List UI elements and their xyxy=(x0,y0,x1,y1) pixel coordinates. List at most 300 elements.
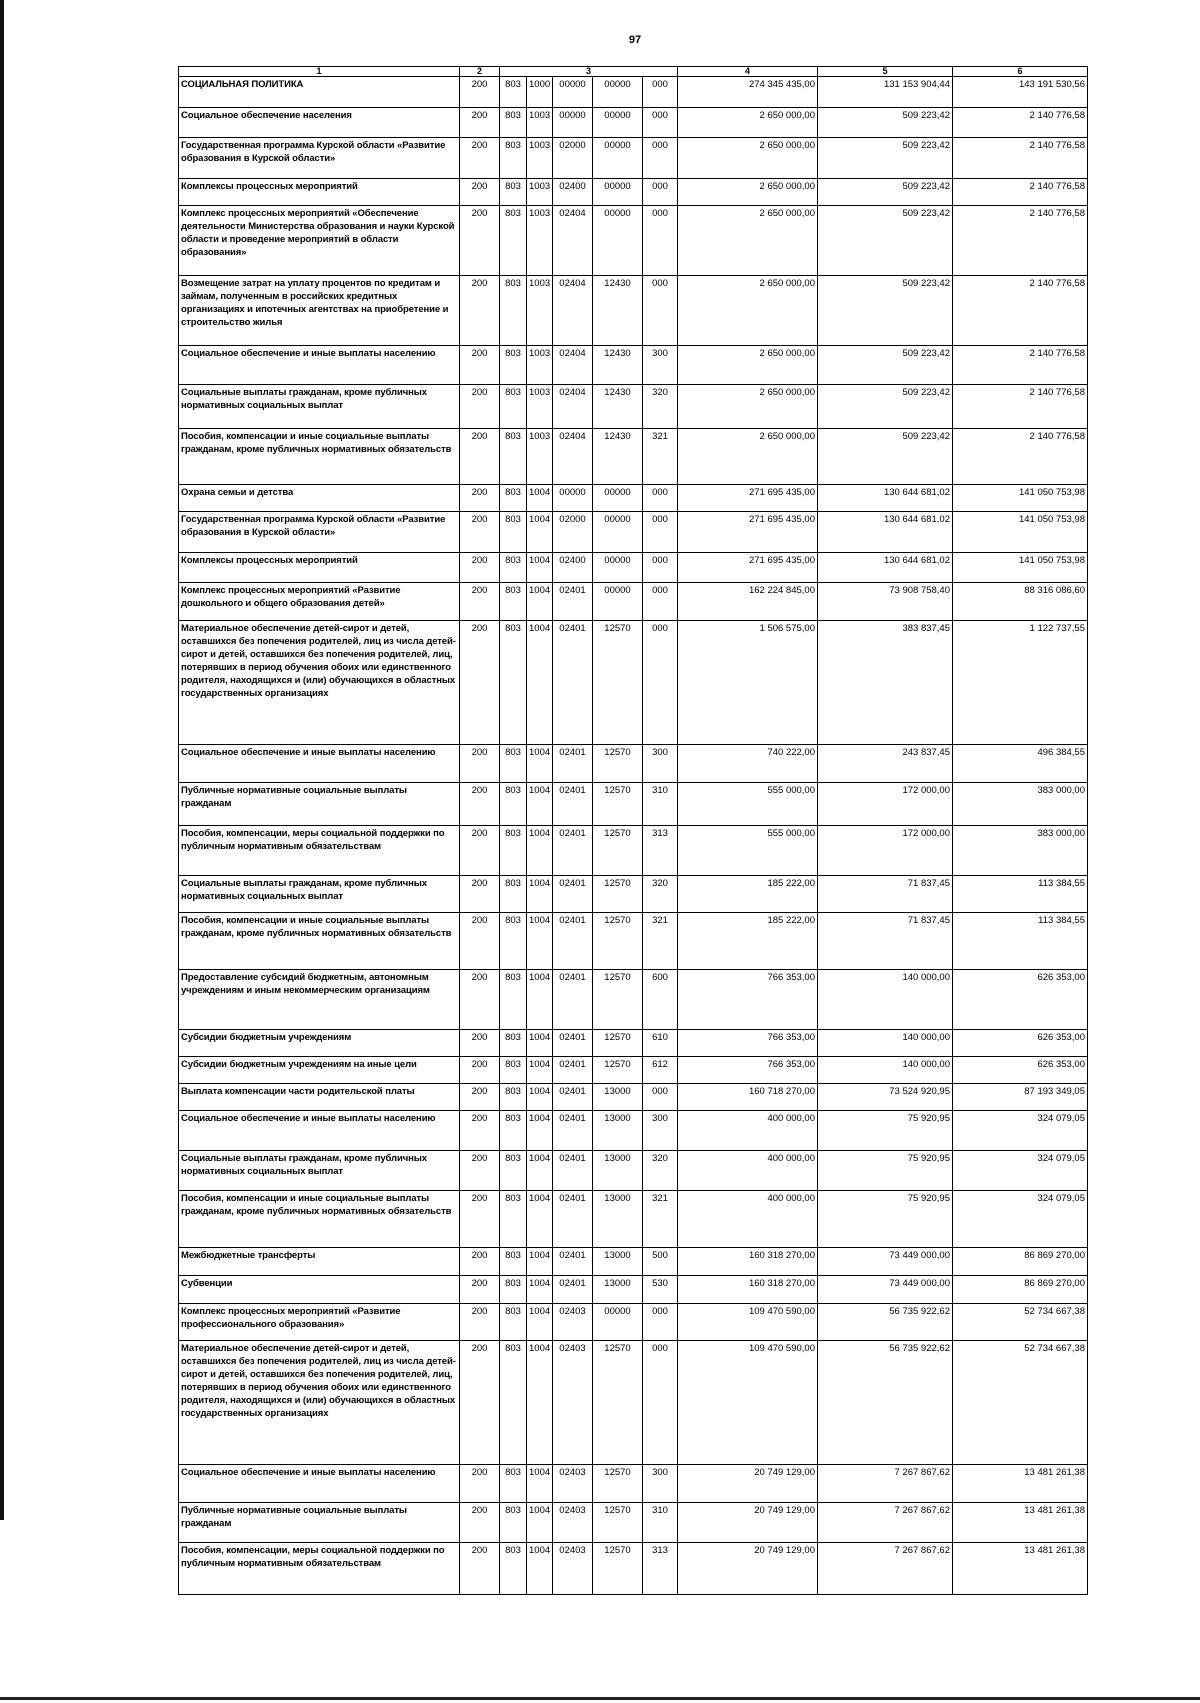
direction-code: 12570 xyxy=(593,783,643,826)
direction-code: 13000 xyxy=(593,1151,643,1191)
direction-code: 13000 xyxy=(593,1248,643,1276)
admin-code: 200 xyxy=(460,1341,500,1465)
table-row xyxy=(179,1084,1088,1111)
row-name: Публичные нормативные социальные выплаты гражданам xyxy=(179,1503,460,1543)
amount-col-5: 73 449 000,00 xyxy=(818,1276,953,1304)
row-name: Субсидии бюджетным учреждениям на иные цели xyxy=(179,1057,460,1084)
table-row xyxy=(179,621,1088,745)
direction-code: 12570 xyxy=(593,1341,643,1465)
table-body xyxy=(179,77,1088,1595)
expense-type-code: 310 xyxy=(643,783,678,826)
amount-col-5: 71 837,45 xyxy=(818,876,953,913)
direction-code: 12570 xyxy=(593,1543,643,1595)
table-row xyxy=(179,179,1088,206)
direction-code: 12570 xyxy=(593,876,643,913)
section-code: 803 xyxy=(500,1030,527,1057)
program-code: 02403 xyxy=(553,1341,593,1465)
subsection-code: 1004 xyxy=(527,1111,553,1151)
amount-col-6: 86 869 270,00 xyxy=(953,1248,1088,1276)
direction-code: 12570 xyxy=(593,1057,643,1084)
direction-code: 12570 xyxy=(593,826,643,876)
expense-type-code: 313 xyxy=(643,1543,678,1595)
amount-col-4: 2 650 000,00 xyxy=(678,206,818,276)
table-row xyxy=(179,1465,1088,1503)
direction-code: 12570 xyxy=(593,1030,643,1057)
amount-col-4: 2 650 000,00 xyxy=(678,429,818,485)
program-code: 02401 xyxy=(553,913,593,970)
amount-col-4: 274 345 435,00 xyxy=(678,77,818,108)
expense-type-code: 530 xyxy=(643,1276,678,1304)
amount-col-4: 20 749 129,00 xyxy=(678,1543,818,1595)
amount-col-5: 140 000,00 xyxy=(818,1030,953,1057)
section-code: 803 xyxy=(500,138,527,179)
amount-col-6: 324 079,05 xyxy=(953,1111,1088,1151)
expense-type-code: 000 xyxy=(643,1341,678,1465)
direction-code: 12430 xyxy=(593,276,643,346)
amount-col-5: 75 920,95 xyxy=(818,1111,953,1151)
admin-code: 200 xyxy=(460,783,500,826)
subsection-code: 1003 xyxy=(527,385,553,429)
subsection-code: 1004 xyxy=(527,583,553,621)
amount-col-6: 141 050 753,98 xyxy=(953,512,1088,553)
amount-col-5: 140 000,00 xyxy=(818,970,953,1030)
amount-col-6: 324 079,05 xyxy=(953,1191,1088,1248)
amount-col-5: 7 267 867,62 xyxy=(818,1465,953,1503)
subsection-code: 1004 xyxy=(527,970,553,1030)
program-code: 02400 xyxy=(553,553,593,583)
table-row xyxy=(179,485,1088,512)
subsection-code: 1004 xyxy=(527,1503,553,1543)
admin-code: 200 xyxy=(460,876,500,913)
admin-code: 200 xyxy=(460,1057,500,1084)
admin-code: 200 xyxy=(460,553,500,583)
direction-code: 00000 xyxy=(593,108,643,138)
section-code: 803 xyxy=(500,970,527,1030)
section-code: 803 xyxy=(500,1084,527,1111)
amount-col-6: 2 140 776,58 xyxy=(953,108,1088,138)
header-row xyxy=(179,67,1088,77)
amount-col-6: 2 140 776,58 xyxy=(953,276,1088,346)
row-name: Материальное обеспечение детей-сирот и детей, оставшихся без попечения родителей, лиц из числа детей-сирот и детей, оставшихся без попечения родителей, лиц, потерявших в период обучения обоих или единственного родителя, находящихся и (или) обучающихся в областных государственных организациях xyxy=(179,1341,460,1465)
amount-col-4: 766 353,00 xyxy=(678,1030,818,1057)
subsection-code: 1004 xyxy=(527,913,553,970)
program-code: 02401 xyxy=(553,621,593,745)
section-code: 803 xyxy=(500,1304,527,1341)
subsection-code: 1003 xyxy=(527,108,553,138)
program-code: 02401 xyxy=(553,1084,593,1111)
program-code: 00000 xyxy=(553,485,593,512)
amount-col-4: 2 650 000,00 xyxy=(678,385,818,429)
direction-code: 00000 xyxy=(593,179,643,206)
header-col-2: 2 xyxy=(460,67,500,77)
table-row xyxy=(179,970,1088,1030)
amount-col-4: 766 353,00 xyxy=(678,1057,818,1084)
program-code: 02401 xyxy=(553,876,593,913)
table-row xyxy=(179,1151,1088,1191)
amount-col-4: 109 470 590,00 xyxy=(678,1341,818,1465)
amount-col-4: 185 222,00 xyxy=(678,876,818,913)
amount-col-4: 271 695 435,00 xyxy=(678,485,818,512)
admin-code: 200 xyxy=(460,385,500,429)
amount-col-4: 160 318 270,00 xyxy=(678,1248,818,1276)
admin-code: 200 xyxy=(460,583,500,621)
amount-col-6: 86 869 270,00 xyxy=(953,1276,1088,1304)
amount-col-6: 626 353,00 xyxy=(953,970,1088,1030)
admin-code: 200 xyxy=(460,1543,500,1595)
amount-col-4: 109 470 590,00 xyxy=(678,1304,818,1341)
amount-col-4: 2 650 000,00 xyxy=(678,276,818,346)
direction-code: 00000 xyxy=(593,485,643,512)
admin-code: 200 xyxy=(460,512,500,553)
expense-type-code: 000 xyxy=(643,138,678,179)
table-row xyxy=(179,583,1088,621)
section-code: 803 xyxy=(500,206,527,276)
amount-col-5: 56 735 922,62 xyxy=(818,1341,953,1465)
amount-col-5: 130 644 681,02 xyxy=(818,553,953,583)
section-code: 803 xyxy=(500,876,527,913)
subsection-code: 1004 xyxy=(527,1304,553,1341)
row-name: Материальное обеспечение детей-сирот и детей, оставшихся без попечения родителей, лиц из числа детей-сирот и детей, оставшихся без попечения родителей, лиц, потерявших в период обучения обоих или единственного родителя, находящихся и (или) обучающихся в областных государственных организациях xyxy=(179,621,460,745)
admin-code: 200 xyxy=(460,108,500,138)
program-code: 02401 xyxy=(553,826,593,876)
amount-col-5: 73 908 758,40 xyxy=(818,583,953,621)
section-code: 803 xyxy=(500,346,527,385)
table-row xyxy=(179,1057,1088,1084)
direction-code: 12430 xyxy=(593,429,643,485)
table-row xyxy=(179,1543,1088,1595)
header-col-3: 3 xyxy=(500,67,678,77)
program-code: 02000 xyxy=(553,138,593,179)
amount-col-6: 383 000,00 xyxy=(953,783,1088,826)
table-row xyxy=(179,745,1088,783)
subsection-code: 1004 xyxy=(527,1084,553,1111)
direction-code: 12570 xyxy=(593,621,643,745)
amount-col-5: 56 735 922,62 xyxy=(818,1304,953,1341)
section-code: 803 xyxy=(500,583,527,621)
direction-code: 12570 xyxy=(593,745,643,783)
expense-type-code: 600 xyxy=(643,970,678,1030)
direction-code: 00000 xyxy=(593,553,643,583)
table-row xyxy=(179,77,1088,108)
row-name: Межбюджетные трансферты xyxy=(179,1248,460,1276)
expense-type-code: 320 xyxy=(643,876,678,913)
admin-code: 200 xyxy=(460,179,500,206)
amount-col-6: 13 481 261,38 xyxy=(953,1543,1088,1595)
amount-col-4: 20 749 129,00 xyxy=(678,1465,818,1503)
program-code: 02404 xyxy=(553,385,593,429)
row-name: Государственная программа Курской области «Развитие образования в Курской области» xyxy=(179,512,460,553)
scan-edge-left xyxy=(0,0,4,1520)
admin-code: 200 xyxy=(460,346,500,385)
amount-col-6: 2 140 776,58 xyxy=(953,385,1088,429)
section-code: 803 xyxy=(500,826,527,876)
amount-col-6: 143 191 530,56 xyxy=(953,77,1088,108)
direction-code: 00000 xyxy=(593,1304,643,1341)
subsection-code: 1003 xyxy=(527,346,553,385)
direction-code: 12570 xyxy=(593,1465,643,1503)
table-row xyxy=(179,876,1088,913)
row-name: Социальные выплаты гражданам, кроме публичных нормативных социальных выплат xyxy=(179,1151,460,1191)
section-code: 803 xyxy=(500,1503,527,1543)
amount-col-6: 52 734 667,38 xyxy=(953,1341,1088,1465)
amount-col-6: 141 050 753,98 xyxy=(953,485,1088,512)
amount-col-4: 400 000,00 xyxy=(678,1111,818,1151)
admin-code: 200 xyxy=(460,1248,500,1276)
section-code: 803 xyxy=(500,1057,527,1084)
table-row xyxy=(179,1304,1088,1341)
amount-col-5: 383 837,45 xyxy=(818,621,953,745)
admin-code: 200 xyxy=(460,621,500,745)
section-code: 803 xyxy=(500,1465,527,1503)
expense-type-code: 000 xyxy=(643,206,678,276)
expense-type-code: 300 xyxy=(643,346,678,385)
row-name: Охрана семьи и детства xyxy=(179,485,460,512)
table-row xyxy=(179,1191,1088,1248)
row-name: Социальное обеспечение и иные выплаты населению xyxy=(179,1465,460,1503)
amount-col-4: 400 000,00 xyxy=(678,1191,818,1248)
admin-code: 200 xyxy=(460,1191,500,1248)
expense-type-code: 000 xyxy=(643,77,678,108)
amount-col-4: 400 000,00 xyxy=(678,1151,818,1191)
table-row xyxy=(179,1111,1088,1151)
program-code: 02404 xyxy=(553,346,593,385)
amount-col-4: 162 224 845,00 xyxy=(678,583,818,621)
amount-col-5: 140 000,00 xyxy=(818,1057,953,1084)
row-name: Пособия, компенсации и иные социальные выплаты гражданам, кроме публичных нормативных обязательств xyxy=(179,913,460,970)
subsection-code: 1004 xyxy=(527,1248,553,1276)
expense-type-code: 300 xyxy=(643,1465,678,1503)
section-code: 803 xyxy=(500,913,527,970)
amount-col-4: 1 506 575,00 xyxy=(678,621,818,745)
amount-col-5: 509 223,42 xyxy=(818,346,953,385)
section-code: 803 xyxy=(500,745,527,783)
amount-col-4: 2 650 000,00 xyxy=(678,108,818,138)
row-name: Комплекс процессных мероприятий «Обеспечение деятельности Министерства образования и науки Курской области и проведение мероприятий в области образования» xyxy=(179,206,460,276)
expense-type-code: 300 xyxy=(643,745,678,783)
amount-col-5: 75 920,95 xyxy=(818,1151,953,1191)
program-code: 02401 xyxy=(553,745,593,783)
subsection-code: 1004 xyxy=(527,1465,553,1503)
row-name: Комплекс процессных мероприятий «Развитие дошкольного и общего образования детей» xyxy=(179,583,460,621)
section-code: 803 xyxy=(500,1543,527,1595)
amount-col-5: 509 223,42 xyxy=(818,206,953,276)
header-col-4: 4 xyxy=(678,67,818,77)
row-name: Социальное обеспечение населения xyxy=(179,108,460,138)
admin-code: 200 xyxy=(460,1304,500,1341)
admin-code: 200 xyxy=(460,276,500,346)
subsection-code: 1004 xyxy=(527,1276,553,1304)
row-name: Социальные выплаты гражданам, кроме публичных нормативных социальных выплат xyxy=(179,876,460,913)
subsection-code: 1004 xyxy=(527,745,553,783)
program-code: 02401 xyxy=(553,783,593,826)
direction-code: 00000 xyxy=(593,206,643,276)
table-row xyxy=(179,429,1088,485)
amount-col-4: 185 222,00 xyxy=(678,913,818,970)
amount-col-6: 2 140 776,58 xyxy=(953,206,1088,276)
admin-code: 200 xyxy=(460,138,500,179)
table-row xyxy=(179,512,1088,553)
program-code: 02401 xyxy=(553,1111,593,1151)
section-code: 803 xyxy=(500,1111,527,1151)
table-row xyxy=(179,385,1088,429)
header-col-6: 6 xyxy=(953,67,1088,77)
row-name: Пособия, компенсации и иные социальные выплаты гражданам, кроме публичных нормативных обязательств xyxy=(179,1191,460,1248)
expense-type-code: 320 xyxy=(643,385,678,429)
program-code: 02401 xyxy=(553,1030,593,1057)
admin-code: 200 xyxy=(460,206,500,276)
program-code: 02404 xyxy=(553,276,593,346)
program-code: 02400 xyxy=(553,179,593,206)
program-code: 02403 xyxy=(553,1543,593,1595)
subsection-code: 1003 xyxy=(527,206,553,276)
table-row xyxy=(179,1276,1088,1304)
section-code: 803 xyxy=(500,485,527,512)
amount-col-5: 130 644 681,02 xyxy=(818,485,953,512)
table-row xyxy=(179,553,1088,583)
section-code: 803 xyxy=(500,108,527,138)
expense-type-code: 321 xyxy=(643,913,678,970)
table-row xyxy=(179,206,1088,276)
amount-col-4: 766 353,00 xyxy=(678,970,818,1030)
program-code: 02401 xyxy=(553,1057,593,1084)
table-row xyxy=(179,1248,1088,1276)
program-code: 02403 xyxy=(553,1503,593,1543)
amount-col-5: 509 223,42 xyxy=(818,385,953,429)
table-row xyxy=(179,1503,1088,1543)
amount-col-5: 130 644 681,02 xyxy=(818,512,953,553)
admin-code: 200 xyxy=(460,1276,500,1304)
table-row xyxy=(179,276,1088,346)
expense-type-code: 300 xyxy=(643,1111,678,1151)
amount-col-6: 2 140 776,58 xyxy=(953,138,1088,179)
admin-code: 200 xyxy=(460,745,500,783)
table-row xyxy=(179,826,1088,876)
table-row xyxy=(179,346,1088,385)
direction-code: 12570 xyxy=(593,913,643,970)
subsection-code: 1004 xyxy=(527,1151,553,1191)
amount-col-4: 555 000,00 xyxy=(678,783,818,826)
direction-code: 12430 xyxy=(593,346,643,385)
expense-type-code: 321 xyxy=(643,1191,678,1248)
program-code: 02401 xyxy=(553,1191,593,1248)
subsection-code: 1004 xyxy=(527,1057,553,1084)
expense-type-code: 000 xyxy=(643,621,678,745)
amount-col-5: 172 000,00 xyxy=(818,783,953,826)
expense-type-code: 000 xyxy=(643,1084,678,1111)
admin-code: 200 xyxy=(460,77,500,108)
admin-code: 200 xyxy=(460,970,500,1030)
amount-col-6: 113 384,55 xyxy=(953,913,1088,970)
expense-type-code: 313 xyxy=(643,826,678,876)
row-name: Социальное обеспечение и иные выплаты населению xyxy=(179,745,460,783)
expense-type-code: 000 xyxy=(643,485,678,512)
subsection-code: 1003 xyxy=(527,276,553,346)
amount-col-5: 131 153 904,44 xyxy=(818,77,953,108)
section-code: 803 xyxy=(500,429,527,485)
amount-col-4: 271 695 435,00 xyxy=(678,553,818,583)
amount-col-6: 87 193 349,05 xyxy=(953,1084,1088,1111)
header-col-5: 5 xyxy=(818,67,953,77)
amount-col-6: 1 122 737,55 xyxy=(953,621,1088,745)
table-row xyxy=(179,783,1088,826)
section-code: 803 xyxy=(500,1151,527,1191)
section-code: 803 xyxy=(500,553,527,583)
amount-col-5: 509 223,42 xyxy=(818,429,953,485)
section-code: 803 xyxy=(500,179,527,206)
amount-col-5: 509 223,42 xyxy=(818,179,953,206)
subsection-code: 1000 xyxy=(527,77,553,108)
amount-col-6: 496 384,55 xyxy=(953,745,1088,783)
table-row xyxy=(179,1341,1088,1465)
subsection-code: 1004 xyxy=(527,553,553,583)
amount-col-4: 740 222,00 xyxy=(678,745,818,783)
expense-type-code: 500 xyxy=(643,1248,678,1276)
amount-col-6: 88 316 086,60 xyxy=(953,583,1088,621)
admin-code: 200 xyxy=(460,1111,500,1151)
amount-col-6: 2 140 776,58 xyxy=(953,179,1088,206)
subsection-code: 1004 xyxy=(527,1030,553,1057)
subsection-code: 1003 xyxy=(527,429,553,485)
subsection-code: 1003 xyxy=(527,179,553,206)
row-name: Предоставление субсидий бюджетным, автономным учреждениям и иным некоммерческим организациям xyxy=(179,970,460,1030)
row-name: Социальное обеспечение и иные выплаты населению xyxy=(179,346,460,385)
amount-col-4: 160 718 270,00 xyxy=(678,1084,818,1111)
expense-type-code: 000 xyxy=(643,1304,678,1341)
row-name: Пособия, компенсации и иные социальные выплаты гражданам, кроме публичных нормативных обязательств xyxy=(179,429,460,485)
direction-code: 00000 xyxy=(593,138,643,179)
expense-type-code: 000 xyxy=(643,512,678,553)
page-number: 97 xyxy=(628,34,642,46)
row-name: Пособия, компенсации, меры социальной поддержки по публичным нормативным обязательствам xyxy=(179,1543,460,1595)
amount-col-4: 2 650 000,00 xyxy=(678,179,818,206)
expense-type-code: 610 xyxy=(643,1030,678,1057)
amount-col-4: 271 695 435,00 xyxy=(678,512,818,553)
section-code: 803 xyxy=(500,1341,527,1465)
program-code: 02000 xyxy=(553,512,593,553)
subsection-code: 1004 xyxy=(527,485,553,512)
expense-type-code: 000 xyxy=(643,583,678,621)
section-code: 803 xyxy=(500,385,527,429)
direction-code: 12430 xyxy=(593,385,643,429)
row-name: Комплексы процессных мероприятий xyxy=(179,553,460,583)
amount-col-5: 7 267 867,62 xyxy=(818,1543,953,1595)
subsection-code: 1004 xyxy=(527,512,553,553)
direction-code: 13000 xyxy=(593,1084,643,1111)
admin-code: 200 xyxy=(460,1465,500,1503)
amount-col-5: 243 837,45 xyxy=(818,745,953,783)
expense-type-code: 321 xyxy=(643,429,678,485)
program-code: 02401 xyxy=(553,583,593,621)
row-name: Социальные выплаты гражданам, кроме публичных нормативных социальных выплат xyxy=(179,385,460,429)
row-name: Возмещение затрат на уплату процентов по кредитам и займам, полученным в российских кредитных организациях и ипотечных агентствах на приобретение и строительство жилья xyxy=(179,276,460,346)
subsection-code: 1004 xyxy=(527,621,553,745)
direction-code: 13000 xyxy=(593,1111,643,1151)
program-code: 02403 xyxy=(553,1304,593,1341)
admin-code: 200 xyxy=(460,1503,500,1543)
amount-col-5: 7 267 867,62 xyxy=(818,1503,953,1543)
direction-code: 12570 xyxy=(593,1503,643,1543)
amount-col-4: 2 650 000,00 xyxy=(678,346,818,385)
row-name: Публичные нормативные социальные выплаты гражданам xyxy=(179,783,460,826)
amount-col-6: 141 050 753,98 xyxy=(953,553,1088,583)
program-code: 00000 xyxy=(553,77,593,108)
subsection-code: 1004 xyxy=(527,826,553,876)
program-code: 02404 xyxy=(553,429,593,485)
amount-col-4: 2 650 000,00 xyxy=(678,138,818,179)
program-code: 02401 xyxy=(553,970,593,1030)
amount-col-6: 13 481 261,38 xyxy=(953,1465,1088,1503)
amount-col-5: 509 223,42 xyxy=(818,138,953,179)
